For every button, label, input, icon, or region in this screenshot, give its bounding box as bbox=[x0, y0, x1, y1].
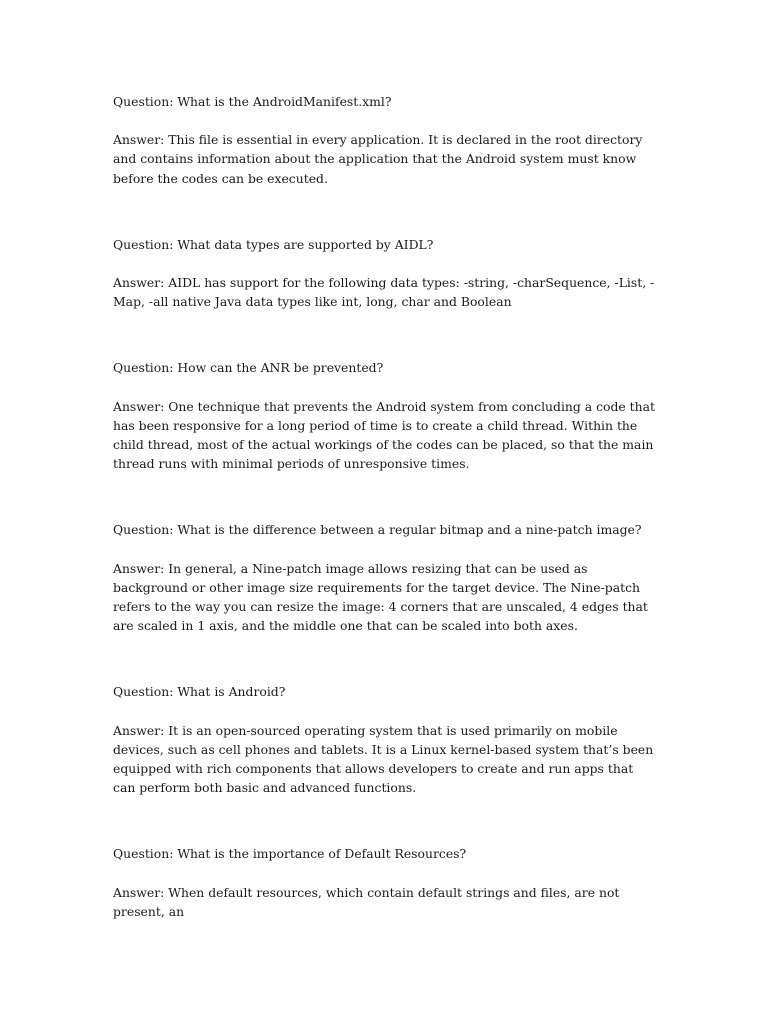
question-text: Question: What is the difference between a regular bitmap and a nine-patch image? bbox=[113, 522, 642, 538]
question-text: Question: What data types are supported by AIDL? bbox=[113, 236, 434, 252]
answer-text: Answer: It is an open-sourced operating system that is used primarily on mobile devices, such as cell phones and tablets. It is a Linux kernel-based system that’s been equipped with rich components that allows developers to create and run apps that can perform both basic and advanced functions. bbox=[113, 722, 654, 796]
qa-item bbox=[113, 92, 658, 188]
answer-text: Answer: AIDL has support for the following data types: -string, -charSequence, -List, -Map, -all native Java data types like int, long, char and Boolean bbox=[113, 275, 655, 310]
answer-text: Answer: When default resources, which contain default strings and files, are not present, an bbox=[113, 884, 620, 919]
qa-item bbox=[113, 844, 658, 921]
qa-item bbox=[113, 358, 658, 473]
answer-text: Answer: This file is essential in every application. It is declared in the root directory and contains information about the application that the Android system must know before the codes can be executed. bbox=[113, 132, 643, 186]
question-text: Question: How can the ANR be prevented? bbox=[113, 360, 384, 376]
answer-text: Answer: In general, a Nine-patch image allows resizing that can be used as background or other image size requirements for the target device. The Nine-patch refers to the way you can resize the image: 4 corners that are unscaled, 4 edges that are scaled in 1 axis, and the middle one that can be scaled into both axes. bbox=[113, 560, 648, 634]
qa-item bbox=[113, 520, 658, 635]
question-text: Question: What is the AndroidManifest.xml? bbox=[113, 94, 392, 109]
qa-item bbox=[113, 682, 658, 797]
question-text: Question: What is Android? bbox=[113, 684, 286, 700]
answer-text: Answer: One technique that prevents the Android system from concluding a code that has been responsive for a long period of time is to create a child thread. Within the child thread, most of the actual workings of the codes can be placed, so that the main thread runs with minimal periods of unresponsive times. bbox=[113, 398, 656, 472]
document-page bbox=[113, 92, 658, 968]
qa-item bbox=[113, 235, 658, 312]
question-text: Question: What is the importance of Default Resources? bbox=[113, 846, 467, 862]
